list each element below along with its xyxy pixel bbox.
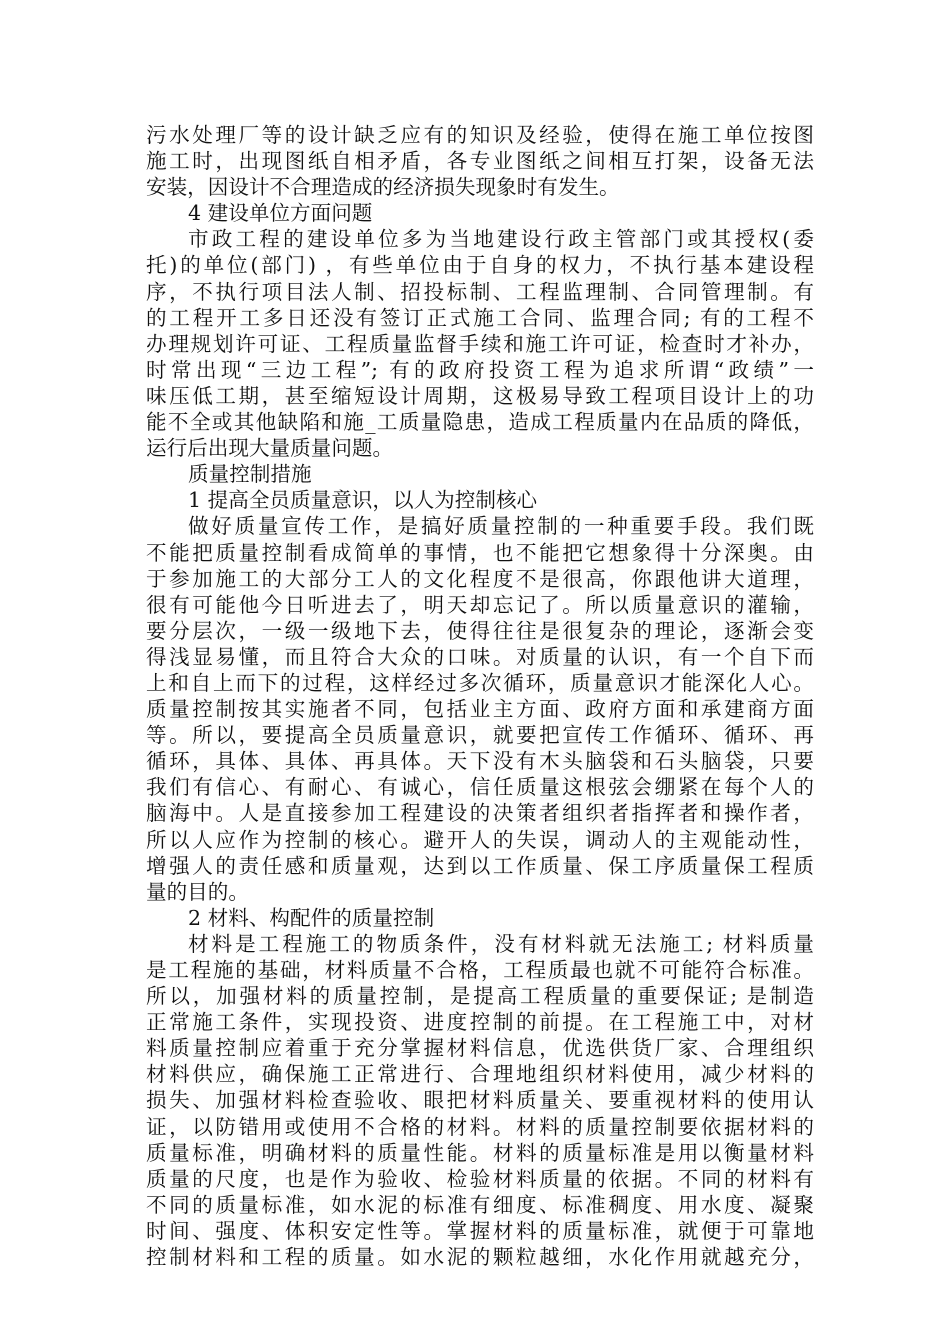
text-line: 要分层次，一级一级地下去，使得往往是很复杂的理论，逐渐会变 xyxy=(146,618,814,643)
text-line: 证，以防错用或使用不合格的材料。材料的质量控制要依据材料的 xyxy=(146,1114,814,1139)
text-line: 所以，加强材料的质量控制，是提高工程质量的重要保证; 是制造 xyxy=(146,984,814,1009)
text-line: 污水处理厂等的设计缺乏应有的知识及经验，使得在施工单位按图 xyxy=(146,123,814,147)
text-line: 时常出现“三边工程”; 有的政府投资工程为追求所谓“政绩”一 xyxy=(146,357,814,382)
text-line: 控制材料和工程的质量。如水泥的颗粒越细，水化作用就越充分， xyxy=(146,1245,814,1270)
text-line: 等。所以，要提高全员质量意识，就要把宣传工作循环、循环、再 xyxy=(146,723,814,748)
text-line: 运行后出现大量质量问题。 xyxy=(146,436,394,461)
text-line: 于参加施工的大部分工人的文化程度不是很高，你跟他讲大道理， xyxy=(146,566,814,591)
section-heading: 2 材料、构配件的质量控制 xyxy=(188,905,435,930)
text-line: 是工程施的基础，材料质量不合格，工程质最也就不可能符合标准。 xyxy=(146,958,814,982)
text-line: 质量标准，明确材料的质量性能。材料的质量标准是用以衡量材料 xyxy=(146,1140,814,1165)
text-line: 市政工程的建设单位多为当地建设行政主管部门或其授权(委 xyxy=(188,227,814,252)
text-line: 材料供应，确保施工正常进行、合理地组织材料使用，减少材料的 xyxy=(146,1062,814,1087)
text-line: 脑海中。人是直接参加工程建设的决策者组织者指挥者和操作者， xyxy=(146,801,814,826)
text-line: 不同的质量标准，如水泥的标准有细度、标准稠度、用水度、凝聚 xyxy=(146,1192,814,1217)
text-line: 正常施工条件，实现投资、进度控制的前提。在工程施工中，对材 xyxy=(146,1010,814,1035)
text-line: 做好质量宣传工作，是搞好质量控制的一种重要手段。我们既 xyxy=(188,514,814,539)
text-line: 上和自上而下的过程，这样经过多次循环，质量意识才能深化人心。 xyxy=(146,670,814,695)
text-line: 得浅显易懂，而且符合大众的口味。对质量的认识，有一个自下而 xyxy=(146,644,814,669)
section-heading: 1 提高全员质量意识，以人为控制核心 xyxy=(188,488,538,513)
text-line: 循环，具体、具体、再具体。天下没有木头脑袋和石头脑袋，只要 xyxy=(146,749,814,774)
text-line: 材料是工程施工的物质条件，没有材料就无法施工; 材料质量 xyxy=(188,931,814,956)
document-body xyxy=(146,122,814,1270)
text-line: 能不全或其他缺陷和施_工质量隐患，造成工程质量内在品质的降低， xyxy=(146,410,814,435)
text-line: 不能把质量控制看成简单的事情，也不能把它想象得十分深奥。由 xyxy=(146,540,814,565)
section-heading: 质量控制措施 xyxy=(188,462,312,487)
text-line: 量的目的。 xyxy=(146,879,249,904)
text-line: 质量控制按其实施者不同，包括业主方面、政府方面和承建商方面 xyxy=(146,697,814,722)
text-line: 的工程开工多日还没有签订正式施工合同、监理合同; 有的工程不 xyxy=(146,305,814,330)
text-line: 所以人应作为控制的核心。避开人的失误，调动人的主观能动性， xyxy=(146,827,814,852)
text-line: 施工时，出现图纸自相矛盾，各专业图纸之间相互打架，设备无法 xyxy=(146,149,814,174)
text-line: 质量的尺度，也是作为验收、检验材料质量的依据。不同的材料有 xyxy=(146,1166,814,1191)
text-line: 增强人的责任感和质量观，达到以工作质量、保工序质量保工程质 xyxy=(146,853,814,878)
text-line: 安装，因设计不合理造成的经济损失现象时有发生。 xyxy=(146,175,620,200)
section-heading: 4 建设单位方面问题 xyxy=(188,201,373,226)
text-line: 我们有信心、有耐心、有诚心，信任质量这根弦会绷紧在每个人的 xyxy=(146,775,814,800)
text-line: 很有可能他今日听进去了，明天却忘记了。所以质量意识的灌输， xyxy=(146,592,814,617)
text-line: 料质量控制应着重于充分掌握材料信息，优选供货厂家、合理组织 xyxy=(146,1036,814,1061)
text-line: 办理规划许可证、工程质量监督手续和施工许可证，检查时才补办， xyxy=(146,331,814,356)
text-line: 时间、强度、体积安定性等。掌握材料的质量标准，就便于可靠地 xyxy=(146,1218,814,1243)
text-line: 托)的单位(部门) ，有些单位由于自身的权力，不执行基本建设程 xyxy=(146,253,814,278)
text-line: 序，不执行项目法人制、招投标制、工程监理制、合同管理制。有 xyxy=(146,279,814,304)
text-line: 损失、加强材料检查验收、眼把材料质量关、要重视材料的使用认 xyxy=(146,1088,814,1113)
text-line: 味压低工期，甚至缩短设计周期，这极易导致工程项目设计上的功 xyxy=(146,383,814,408)
